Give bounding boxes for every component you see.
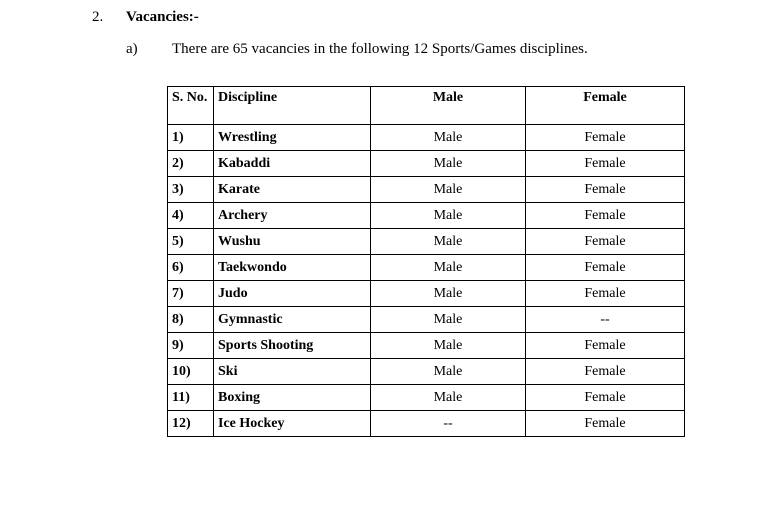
table-header-row bbox=[168, 87, 685, 125]
sno-cell: 7) bbox=[168, 281, 214, 307]
discipline-cell: Karate bbox=[214, 177, 371, 203]
discipline-cell: Boxing bbox=[214, 385, 371, 411]
female-cell: Female bbox=[526, 385, 685, 411]
male-cell: Male bbox=[371, 307, 526, 333]
discipline-cell: Kabaddi bbox=[214, 151, 371, 177]
sno-cell: 2) bbox=[168, 151, 214, 177]
discipline-cell: Wrestling bbox=[214, 125, 371, 151]
table-row bbox=[168, 385, 685, 411]
header-female: Female bbox=[526, 87, 685, 125]
male-cell: Male bbox=[371, 255, 526, 281]
sno-cell: 6) bbox=[168, 255, 214, 281]
table-row bbox=[168, 177, 685, 203]
table-row bbox=[168, 229, 685, 255]
male-cell: Male bbox=[371, 151, 526, 177]
male-cell: -- bbox=[371, 411, 526, 437]
table-row bbox=[168, 359, 685, 385]
female-cell: Female bbox=[526, 177, 685, 203]
discipline-cell: Ice Hockey bbox=[214, 411, 371, 437]
male-cell: Male bbox=[371, 203, 526, 229]
male-cell: Male bbox=[371, 359, 526, 385]
discipline-cell: Archery bbox=[214, 203, 371, 229]
sno-cell: 9) bbox=[168, 333, 214, 359]
sno-cell: 8) bbox=[168, 307, 214, 333]
table-row bbox=[168, 281, 685, 307]
female-cell: Female bbox=[526, 229, 685, 255]
sno-cell: 3) bbox=[168, 177, 214, 203]
intro-text: There are 65 vacancies in the following 12 Sports/Games disciplines. bbox=[172, 41, 588, 57]
male-cell: Male bbox=[371, 125, 526, 151]
female-cell: Female bbox=[526, 411, 685, 437]
sno-cell: 1) bbox=[168, 125, 214, 151]
sno-cell: 12) bbox=[168, 411, 214, 437]
female-cell: Female bbox=[526, 281, 685, 307]
table-row bbox=[168, 203, 685, 229]
sno-cell: 11) bbox=[168, 385, 214, 411]
discipline-cell: Taekwondo bbox=[214, 255, 371, 281]
table-row bbox=[168, 333, 685, 359]
female-cell: Female bbox=[526, 125, 685, 151]
discipline-cell: Judo bbox=[214, 281, 371, 307]
discipline-cell: Gymnastic bbox=[214, 307, 371, 333]
sno-cell: 10) bbox=[168, 359, 214, 385]
table-body bbox=[168, 125, 685, 437]
male-cell: Male bbox=[371, 229, 526, 255]
discipline-cell: Ski bbox=[214, 359, 371, 385]
male-cell: Male bbox=[371, 333, 526, 359]
male-cell: Male bbox=[371, 281, 526, 307]
section-title: Vacancies:- bbox=[126, 9, 199, 25]
discipline-cell: Wushu bbox=[214, 229, 371, 255]
male-cell: Male bbox=[371, 385, 526, 411]
female-cell: Female bbox=[526, 359, 685, 385]
header-discipline: Discipline bbox=[214, 87, 371, 125]
section-number: 2. bbox=[92, 9, 104, 25]
subsection-marker: a) bbox=[126, 41, 138, 57]
discipline-cell: Sports Shooting bbox=[214, 333, 371, 359]
table-row bbox=[168, 411, 685, 437]
female-cell: Female bbox=[526, 151, 685, 177]
male-cell: Male bbox=[371, 177, 526, 203]
female-cell: Female bbox=[526, 333, 685, 359]
table-row bbox=[168, 255, 685, 281]
female-cell: Female bbox=[526, 255, 685, 281]
table-row bbox=[168, 125, 685, 151]
table-row bbox=[168, 151, 685, 177]
sno-cell: 5) bbox=[168, 229, 214, 255]
female-cell: Female bbox=[526, 203, 685, 229]
female-cell: -- bbox=[526, 307, 685, 333]
table-row bbox=[168, 307, 685, 333]
header-male: Male bbox=[371, 87, 526, 125]
vacancies-table bbox=[167, 86, 685, 437]
header-sno: S. No. bbox=[168, 87, 214, 125]
sno-cell: 4) bbox=[168, 203, 214, 229]
